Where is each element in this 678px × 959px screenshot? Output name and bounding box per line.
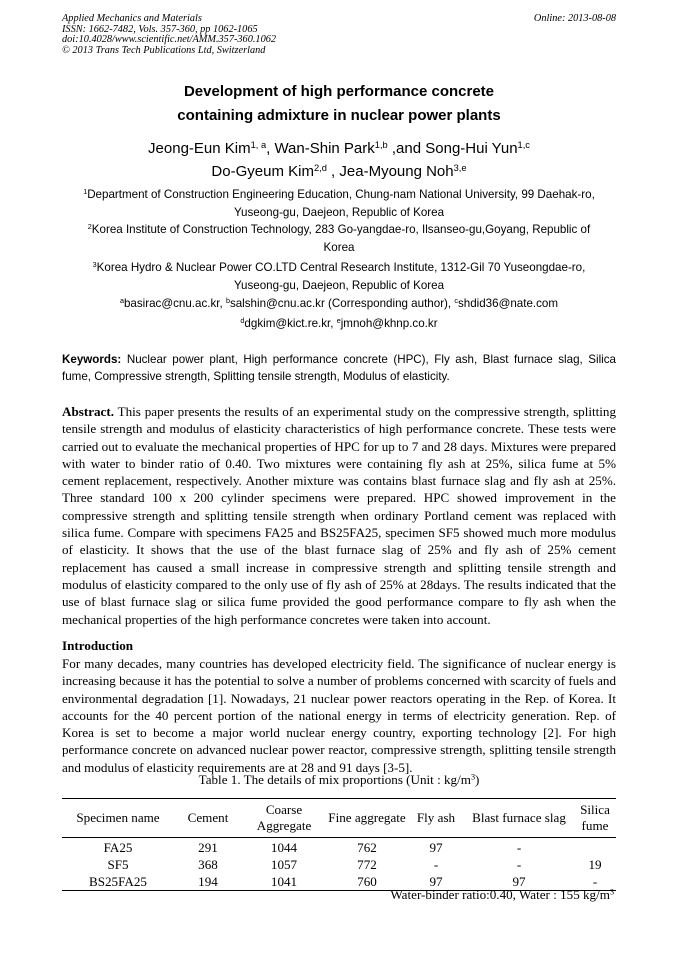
- paper-title-line-1: Development of high performance concrete: [183, 83, 495, 100]
- table-cell: 291: [198, 840, 218, 855]
- column-header: Coarse Aggregate: [242, 799, 326, 838]
- mix-proportion-table: [62, 798, 616, 891]
- table-cell: -: [433, 857, 439, 872]
- keywords: [62, 351, 616, 385]
- author-line-2: [0, 163, 678, 180]
- column-header: Fine aggregate: [326, 799, 408, 838]
- table-cell: 772: [357, 857, 377, 872]
- issn-line: ISSN: 1662-7482, Vols. 357-360, pp 1062-1065: [62, 23, 258, 35]
- author-sup: 3,e: [453, 162, 467, 173]
- column-header: Blast furnace slag: [464, 799, 574, 838]
- author-name: , Wan-Shin Park: [266, 140, 375, 157]
- caption-text: Table 1. The details of mix proportions (Unit : kg/m: [198, 772, 471, 787]
- note-text: Water-binder ratio:0.40, Water : 155 kg/m: [390, 887, 610, 902]
- author-sup: 2,d: [313, 162, 327, 173]
- table-cell: -: [516, 840, 522, 855]
- email-line-1: [62, 295, 616, 313]
- abstract: [62, 403, 616, 628]
- affiliation-sup: 3: [92, 260, 97, 270]
- email-sup: b: [225, 296, 230, 306]
- paper-title-line-2: containing admixture in nuclear power plants: [177, 107, 501, 124]
- note-sup: 3: [609, 887, 614, 897]
- email-sup: a: [119, 296, 124, 306]
- table-cell: 1057: [270, 857, 298, 872]
- author-sup: 1,c: [517, 139, 530, 150]
- table-row: [62, 856, 616, 873]
- author-line-1: [0, 140, 678, 157]
- affiliation-text: Yuseong-gu, Daejeon, Republic of Korea: [233, 205, 445, 219]
- copyright-line: © 2013 Trans Tech Publications Ltd, Switzerland: [62, 44, 266, 56]
- table-cell: 97: [464, 873, 574, 891]
- running-header: [62, 14, 616, 56]
- email-address: shdid36@nate.com: [457, 297, 559, 310]
- affiliation-text: Department of Construction Engineering Education, Chung-nam National University, 99 Daehak-ro,: [87, 188, 595, 201]
- affiliation-sup: 2: [87, 222, 92, 232]
- table-cell: 762: [357, 840, 377, 855]
- affiliation-3: [62, 259, 616, 294]
- table-caption: [0, 772, 678, 788]
- affiliation-text: Korea Hydro & Nuclear Power CO.LTD Central Research Institute, 1312-Gil 70 Yuseongdae-ro,: [96, 261, 586, 274]
- table-cell: 19: [588, 857, 602, 872]
- abstract-text: This paper presents the results of an experimental study on the compressive strength, splitting tensile strength and modulus of elasticity characteristics of high performance concrete. These tests were carried out to evaluate the mechanical properties of HPC for up to 7 and 28 days. Mixtures were prepared with water to binder ratio of 0.40. Two mixtures were containing fly ash at 25%, silica fume at 5% cement replacement, respectively. Another mixture was contains blast furnace slag and fly ash at 25%. Three standard 100 x 200 cylinder specimens were prepared. HPC showed improvement in the compressive strength and splitting tensile strength when ordinary Portland cement was replaced with silica fume. Compare with specimens FA25 and BS25FA25, specimen SF5 showed much more modulus of elasticity. It shows that the use of the blast furnace slag of 25% and fly ash of 25% cement replacement has caused a small increase in compressive strength and splitting tensile strength and modulus of elasticity compared to the only use of fly ash of 25% at 28days. The results indicated that the use of blast furnace slag or silica fume provided the good performance compare to fly ash when the mechanical properties of the high performance concretes were taken into account.: [62, 404, 616, 627]
- introduction-text: For many decades, many countries has developed electricity field. The significance of nuclear energy is increasing because it has the potential to solve a number of problems concerned with scarcity of fuels and environmental degradation [1]. Nowadays, 21 nuclear power reactors operating in the Rep. of Korea. It accounts for the 40 percent portion of the national energy in terms of electricity generation. Rep. of Korea is set to become a major world nuclear energy country, exporting technology [2]. For high performance concrete on advanced nuclear power reactor, compressive strength, splitting tensile strength and modulus of elasticity requirements are at 28 and 91 days [3-5].: [62, 656, 616, 775]
- email-sup: c: [454, 296, 458, 306]
- table-note: [390, 887, 614, 903]
- abstract-label: Abstract.: [62, 404, 114, 419]
- affiliation-text: Korea Institute of Construction Technology, 283 Go-yangdae-ro, Ilsanseo-gu,Goyang, Republic of: [91, 223, 591, 236]
- affiliation-sup: 1: [83, 187, 88, 197]
- affiliation-text: Yuseong-gu, Daejeon, Republic of Korea: [233, 278, 445, 292]
- email-address: basirac@cnu.ac.kr,: [123, 297, 226, 310]
- author-name: Do-Gyeum Kim: [211, 163, 314, 180]
- author-sup: 1,b: [374, 139, 388, 150]
- table-cell: FA25: [103, 840, 133, 855]
- column-header: Specimen name: [62, 799, 174, 838]
- table-cell: 97: [429, 840, 443, 855]
- table-cell: 760: [326, 873, 408, 891]
- affiliation-1: [62, 186, 616, 221]
- affiliation-2: [62, 221, 616, 256]
- column-header: Fly ash: [408, 799, 464, 838]
- table-cell: BS25FA25: [62, 873, 174, 891]
- email-address: dgkim@kict.re.kr,: [244, 317, 337, 330]
- email-line-2: [62, 315, 616, 333]
- affiliation-text: Korea: [323, 240, 355, 254]
- online-date: Online: 2013-08-08: [533, 13, 616, 24]
- keywords-text: Nuclear power plant, High performance concrete (HPC), Fly ash, Blast furnace slag, Silica fume, Compressive strength, Splitting tensile strength, Modulus of elasticity.: [62, 353, 616, 383]
- introduction-heading: Introduction: [62, 638, 134, 653]
- email-sup: d: [240, 316, 245, 326]
- table-cell: 1041: [242, 873, 326, 891]
- caption-sup: 3: [470, 772, 475, 782]
- journal-name: Applied Mechanics and Materials: [62, 13, 202, 24]
- table-header-row: [62, 799, 616, 838]
- table-cell: 1044: [270, 840, 298, 855]
- table-cell: 194: [174, 873, 242, 891]
- column-header: Silica fume: [574, 799, 616, 838]
- table-cell: SF5: [107, 857, 129, 872]
- column-header: Cement: [174, 799, 242, 838]
- email-sup: e: [336, 316, 341, 326]
- author-name: , Jea-Myoung Noh: [326, 163, 454, 180]
- caption-end: ): [475, 772, 480, 787]
- email-address: salshin@cnu.ac.kr (Corresponding author),: [229, 297, 455, 310]
- keywords-label: Keywords:: [62, 353, 122, 366]
- table-row: [62, 838, 616, 857]
- table-cell: [574, 838, 616, 857]
- author-sup: 1, a: [250, 139, 267, 150]
- table-cell: -: [516, 857, 522, 872]
- table-cell: 368: [198, 857, 218, 872]
- author-name: Jeong-Eun Kim: [148, 140, 251, 157]
- table-cell: 97: [408, 873, 464, 891]
- email-address: jmnoh@khnp.co.kr: [340, 317, 438, 330]
- doi-line: doi:10.4028/www.scientific.net/AMM.357-360.1062: [62, 34, 277, 46]
- table-cell: -: [574, 873, 616, 891]
- author-name: ,and Song-Hui Yun: [387, 140, 518, 157]
